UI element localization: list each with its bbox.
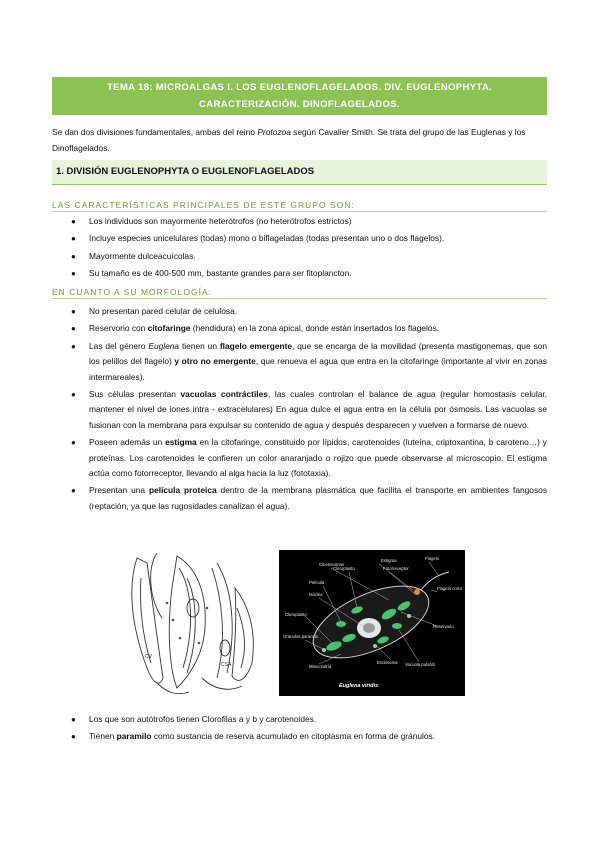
bullet-icon: ● [71,389,76,399]
intro-paragraph [52,124,546,156]
final-list [52,712,547,747]
fig-label: Mitocondria [309,664,332,669]
list-item: ● Los individuos son mayormente heterótrofos (no heterótrofos estrictos) [52,214,547,230]
euglena-line-drawing [117,548,277,698]
bullet-icon: ● [71,732,76,742]
fig-label: Cloroplasto [285,612,307,617]
fig-label: Fotorreceptor [383,566,409,571]
fig-label: Cinetosomas [319,562,345,567]
list-item: ● Las del género Euglena tienen un flagelo emergente, que se encarga de la movilidad (presenta mastigonemas, que son los pelillos del flagelo) y otro no emergente, que renueva el agua que entra en la citofaringe (importante al vivir en zonas intermareales). [71,340,547,382]
intro-italic: Protozoa [257,127,291,137]
fig-label: Reservorio [433,624,454,629]
title-line-1: TEMA 18: MICROALGAS I. LOS EUGLENOFLAGELADOS. DIV. EUGLENOPHYTA. [106,82,493,93]
section-heading: 1. DIVISIÓN EUGLENOPHYTA O EUGLENOFLAGELADOS [52,160,547,185]
bullet-icon: ● [71,251,76,261]
bullet-icon: ● [71,268,76,278]
subheading-morphology: EN CUANTO A SU MORFOLOGÍA: [52,287,547,299]
figures-row [0,548,599,698]
morphology-list [52,304,547,516]
list-item: ● Sus células presentan vacuolas contráctiles, las cuales controlan el balance de agua (regular homostasis celular, mantener el nivel de iones intra - extracelulares) En agua dulce el agua entra en la célula por ósmosis. Las vacuolas se fusionan con la membrana para expulsar su contenido de agua y después desparecen y vuelven a formarse de nuevo. [71,388,548,430]
list-item: ● Su tamaño es de 400-500 mm, bastante grandes para ser fitoplancton. [52,266,547,282]
fig-label: CSA [221,662,232,668]
fig-label: Estigma [381,558,397,563]
bullet-icon: ● [71,715,76,724]
fig-label: Flagelo [425,556,440,561]
list-item: ● Tienen paramilo como sustancia de reserva acumulado en citoplasma en forma de gránulos. [52,729,547,745]
list-item: ● Presentan una película proteica dentro de la membrana plasmática que facilita el transporte en ambientes fangosos (reptación, ya que las rugosidades canalizan el agua). [71,485,548,511]
figure-caption: Euglena viridis [339,683,379,689]
bullet-icon: ● [71,217,76,226]
fig-label: Gránulos paramilo [283,634,319,639]
fig-label: Vacuola pulsátil [405,662,435,667]
list-item: ● Reservorio con citofaringe (hendidura) en la zona apical, donde están insertados los flagelos. [52,321,547,337]
intro-text: Se dan dos divisiones fundamentales, ambas del reino [52,127,258,137]
title-banner [52,77,547,115]
fig-label: Flagelo corto [437,586,462,591]
bullet-icon: ● [71,307,76,316]
euglena-diagram [279,550,465,696]
fig-label: Película [309,580,325,585]
fig-label: CV [145,654,152,660]
title-line-2: CARACTERIZACIÓN. DINOFLAGELADOS. [199,99,400,110]
characteristics-list [52,214,547,283]
subheading-characteristics: LAS CARACTERÍSTICAS PRINCIPALES DE ESTE GRUPO SON: [52,200,547,212]
list-item: ● No presentan pared celular de celulosa. [52,304,547,320]
bullet-icon: ● [71,234,76,244]
bullet-icon: ● [71,324,76,334]
list-item: ● Mayormente dulceacuícolas. [52,249,547,265]
bullet-icon: ● [71,341,76,351]
fig-label: Núcleo [309,592,323,597]
list-item: ● Poseen además un estigma en la citofaringe, constituido por lípidos, carotenoides (luteína, criptoxantina, b caroteno…) y proteínas. Los carotenoides le confieren un color anaranjado o rojizo que puede observarse al microscopio. El estigma actúa como fotorreceptor, llevando al alga hacia la luz (fototaxia). [71,437,547,479]
list-item: ● Incluye especies unicelulares (todas) mono o biflageladas (todas presentan uno o dos flagelos). [52,231,547,247]
bullet-icon: ● [71,486,76,496]
fig-label: Endosoma [377,660,398,665]
bullet-icon: ● [71,438,76,448]
intro-text-end: según Cavalier Smith. Se trata del grupo de las Euglenas y los Dinoflagelados. [52,127,526,153]
fig-label: Cloroplasto [333,566,355,571]
list-item: ● Los que son autótrofos tienen Clorofilas a y b y carotenoides. [52,712,547,728]
